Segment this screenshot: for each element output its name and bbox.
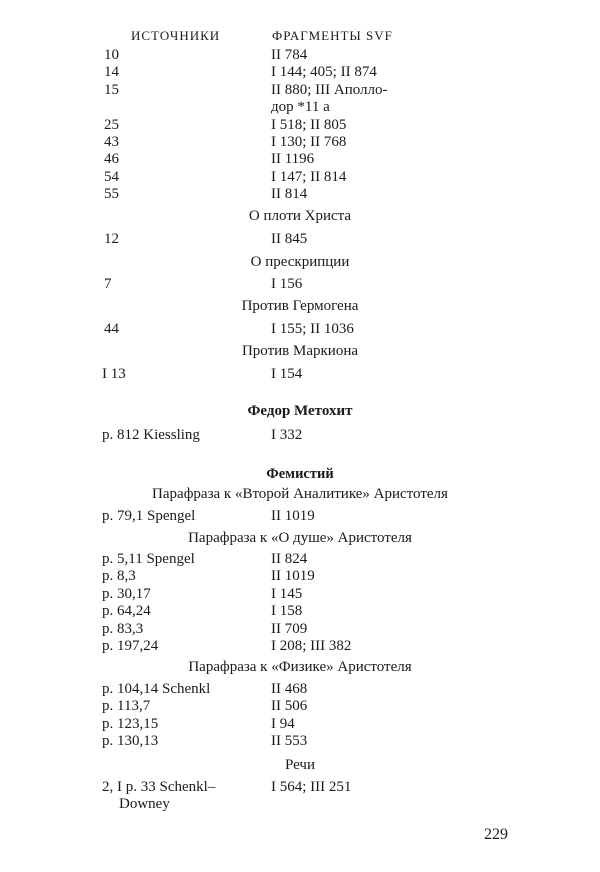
source-ref: 46 [104, 151, 119, 168]
index-block [0, 427, 600, 444]
index-block-tertullian [0, 47, 600, 204]
source-ref: 44 [104, 321, 119, 337]
source-ref: 15 [104, 81, 119, 98]
fragment-ref: I 154 [271, 366, 303, 382]
fragment-ref: II 1196 [271, 151, 315, 168]
index-row [0, 733, 600, 750]
work-title: Парафраза к «Второй Аналитике» Аристотеля [152, 486, 448, 502]
fragment-ref: I 94 [271, 715, 295, 732]
index-block [0, 681, 600, 751]
fragment-ref: I 208; III 382 [271, 637, 352, 654]
index-row [0, 186, 600, 203]
source-ref: 14 [104, 64, 119, 81]
index-row [0, 638, 600, 655]
index-row [0, 82, 600, 99]
index-row [0, 681, 600, 698]
fragment-ref: I 564; III 251 [271, 779, 352, 795]
source-ref: 25 [104, 116, 119, 133]
index-row [0, 551, 600, 568]
index-row [0, 117, 600, 134]
source-ref: p. 104,14 Schenkl [102, 681, 211, 697]
source-ref: 12 [104, 231, 119, 247]
work-title: О прескрипции [250, 254, 350, 270]
header-fragments: ФРАГМЕНТЫ SVF [272, 28, 393, 43]
index-block [0, 321, 600, 338]
fragment-ref: II 553 [271, 733, 308, 750]
source-ref: 2, I p. 33 Schenkl– [102, 779, 216, 795]
index-row [0, 366, 600, 383]
author-heading: Фемистий [266, 466, 334, 482]
source-ref: p. 64,24 [102, 603, 151, 620]
fragment-ref: II 709 [271, 620, 308, 637]
source-ref: Downey [119, 796, 170, 813]
fragment-ref: I 156 [271, 276, 303, 292]
source-ref: p. 197,24 [102, 637, 159, 654]
fragment-ref: I 147; II 814 [271, 168, 347, 185]
header-sources: ИСТОЧНИКИ [131, 28, 221, 43]
index-row [0, 134, 600, 151]
source-ref: 7 [104, 276, 112, 292]
fragment-ref: I 155; II 1036 [271, 321, 354, 337]
source-ref: p. 30,17 [102, 585, 151, 602]
index-row [0, 276, 600, 293]
fragment-ref: II 814 [271, 186, 308, 203]
index-block [0, 366, 600, 383]
index-row [0, 779, 600, 796]
index-row [0, 716, 600, 733]
work-title: Парафраза к «О душе» Аристотеля [188, 530, 412, 546]
index-row [0, 698, 600, 715]
fragment-ref: II 824 [271, 551, 308, 567]
index-row [0, 427, 600, 444]
author-heading: Федор Метохит [247, 403, 353, 419]
index-block [0, 508, 600, 525]
source-ref: 10 [104, 47, 119, 63]
fragment-ref: I 145 [271, 585, 303, 602]
fragment-ref: дор *11 а [271, 99, 330, 116]
work-title: Против Маркиона [241, 343, 359, 359]
index-row [0, 568, 600, 585]
index-block [0, 551, 600, 655]
fragment-ref: I 144; 405; II 874 [271, 64, 377, 81]
index-row [0, 47, 600, 64]
fragment-ref: II 784 [271, 47, 308, 63]
source-ref: p. 79,1 Spengel [102, 508, 196, 524]
index-row [0, 151, 600, 168]
index-row [0, 508, 600, 525]
source-ref: p. 130,13 [102, 733, 159, 750]
index-row [0, 99, 600, 116]
fragment-ref: II 506 [271, 698, 308, 715]
index-block [0, 779, 600, 814]
index-row [0, 621, 600, 638]
source-ref: 54 [104, 168, 119, 185]
fragment-ref: II 1019 [271, 508, 315, 524]
work-title: О плоти Христа [248, 208, 352, 224]
source-ref: 55 [104, 186, 119, 203]
source-ref: p. 123,15 [102, 715, 159, 732]
index-row [0, 796, 600, 813]
index-row [0, 169, 600, 186]
index-row [0, 603, 600, 620]
work-title: Речи [285, 757, 315, 773]
work-title: Парафраза к «Физике» Аристотеля [188, 659, 412, 675]
source-ref: p. 113,7 [102, 698, 151, 715]
source-ref: p. 83,3 [102, 620, 144, 637]
fragment-ref: I 332 [271, 427, 303, 443]
index-block [0, 231, 600, 248]
fragment-ref: I 518; II 805 [271, 116, 347, 133]
fragment-ref: I 158 [271, 603, 303, 620]
fragment-ref: II 1019 [271, 568, 315, 585]
fragment-ref: II 468 [271, 681, 308, 697]
source-ref: p. 5,11 Spengel [102, 551, 195, 567]
source-ref: p. 812 Kiessling [102, 427, 200, 443]
index-row [0, 321, 600, 338]
page-number: 229 [484, 826, 508, 843]
source-ref: 43 [104, 133, 119, 150]
source-ref: p. 8,3 [102, 568, 136, 585]
fragment-ref: I 130; II 768 [271, 133, 347, 150]
index-row [0, 231, 600, 248]
source-ref: I 13 [102, 366, 126, 382]
fragment-ref: II 845 [271, 231, 308, 247]
index-row [0, 586, 600, 603]
index-row [0, 64, 600, 81]
index-block [0, 276, 600, 293]
fragment-ref: II 880; III Аполло- [271, 81, 388, 98]
work-title: Против Гермогена [241, 298, 359, 314]
